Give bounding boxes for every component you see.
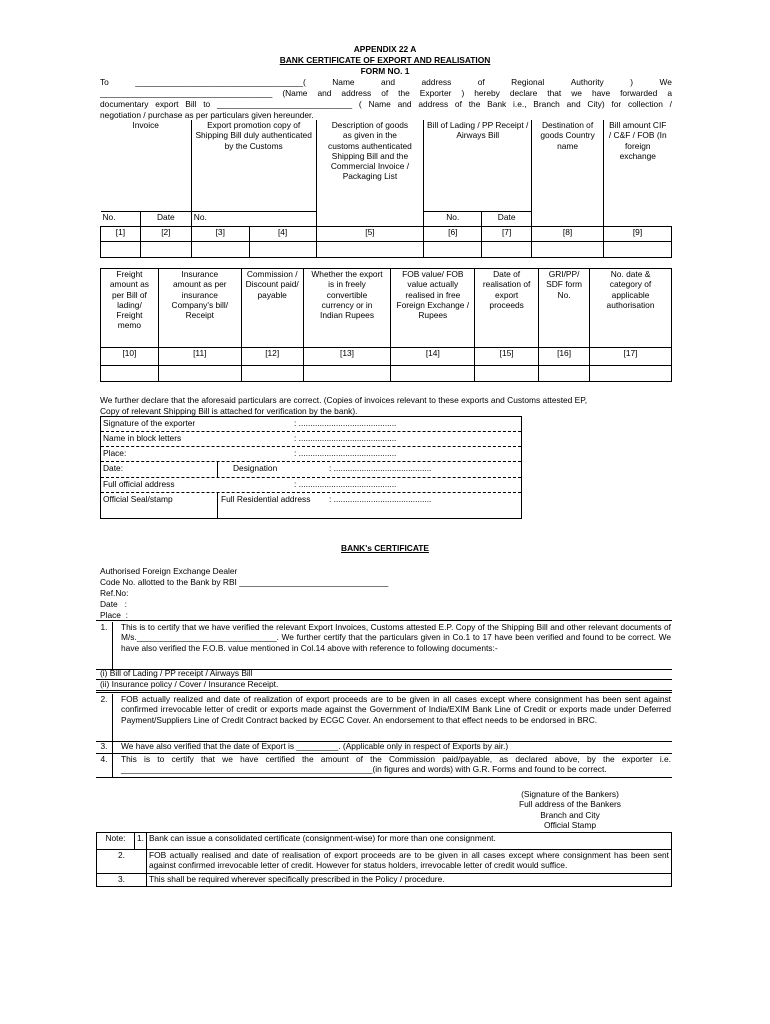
intro-to: To bbox=[100, 77, 109, 87]
appendix-label: APPENDIX 22 A bbox=[353, 44, 417, 54]
item-4-text: This is to certify that we have certified the amount of the Commission paid/payable, as declared above, by the exporter i.e. ______________________________________________________(in figures and words) with G.R. Forms and found to be correct. bbox=[121, 754, 671, 775]
header-insurance: Insurance amount as per insurance Company's bill/ Receipt bbox=[158, 269, 241, 348]
data-cell[interactable] bbox=[482, 241, 532, 257]
form-number: FORM NO. 1 bbox=[360, 66, 410, 76]
data-cell[interactable] bbox=[158, 366, 241, 382]
certificate-item-1 bbox=[96, 620, 672, 670]
intro-word: ) bbox=[630, 77, 633, 87]
item-1-doc-b: (ii) Insurance policy / Cover / Insurance Receipt. bbox=[100, 679, 279, 689]
data-cell[interactable] bbox=[249, 241, 316, 257]
item-1-text: This is to certify that we have verified the relevant Export Invoices, Customs attested E.P. Copy of the Shipping Bill and other relevant documents of M/s.______________________________. We further certify that the particulars given in Co.1 to 17 have been verified and found to be correct. We have also verified the F.O.B. value mentioned in Col.14 above with reference to following documents:- bbox=[121, 622, 671, 653]
realisation-table bbox=[100, 268, 672, 382]
note-1-number: 1. bbox=[134, 833, 146, 850]
banker-stamp-label: Official Stamp bbox=[544, 819, 596, 830]
item-1-doc-b-row bbox=[96, 679, 672, 691]
header-currency: Whether the export is in freely convertible currency or in Indian Rupees bbox=[303, 269, 391, 348]
residential-address-field[interactable]: : .......................................... bbox=[329, 494, 432, 504]
col-num-2: [2] bbox=[140, 226, 191, 241]
intro-word: address bbox=[421, 77, 452, 87]
signature-field[interactable]: : .......................................... bbox=[294, 418, 397, 428]
intro-line-3: documentary export Bill to _____________________________ ( Name and address of the Bank i.e., Branch and City) for collection / bbox=[100, 99, 672, 109]
intro-word: Regional bbox=[511, 77, 545, 87]
item-3-text: We have also verified that the date of Export is _________. (Applicable only in respect of Exports by air.) bbox=[121, 741, 509, 751]
intro-authority-blank: ____________________________________( bbox=[135, 77, 306, 87]
official-address-label: Full official address bbox=[103, 479, 175, 489]
place-field[interactable]: : .......................................... bbox=[294, 448, 397, 458]
bank-certificate-heading: BANK's CERTIFICATE bbox=[341, 543, 429, 553]
data-cell[interactable] bbox=[604, 241, 672, 257]
intro-word: and bbox=[381, 77, 396, 87]
banker-signature-block bbox=[480, 789, 660, 830]
item-1-doc-a: (i) Bill of Lading / PP receipt / Airways Bill bbox=[100, 668, 253, 678]
col-num-13: [13] bbox=[303, 348, 391, 366]
page-title: BANK CERTIFICATE OF EXPORT AND REALISATION bbox=[279, 55, 491, 65]
empty-cell bbox=[532, 211, 604, 226]
name-row bbox=[101, 432, 521, 447]
data-cell[interactable] bbox=[101, 241, 141, 257]
header-gri-form: GRI/PP/ SDF form No. bbox=[539, 269, 590, 348]
designation-field[interactable]: : .......................................... bbox=[329, 463, 432, 473]
header-authorisation: No. date & category of applicable authorisation bbox=[590, 269, 672, 348]
banker-signature-label: (Signature of the Bankers) bbox=[521, 789, 619, 799]
data-cell[interactable] bbox=[590, 366, 672, 382]
header-bill-of-lading: Bill of Lading / PP Receipt / Airways Bill bbox=[424, 120, 532, 211]
data-cell[interactable] bbox=[101, 366, 159, 382]
data-cell[interactable] bbox=[539, 366, 590, 382]
note-label: Note: bbox=[97, 833, 135, 850]
divider bbox=[217, 462, 218, 477]
col-num-17: [17] bbox=[590, 348, 672, 366]
signature-row bbox=[101, 417, 521, 432]
data-cell[interactable] bbox=[475, 366, 539, 382]
data-cell[interactable] bbox=[191, 241, 249, 257]
subheader-invoice-date: Date bbox=[140, 211, 191, 226]
declaration-line-2: Copy of relevant Shipping Bill is attached for verification by the bank). bbox=[100, 406, 358, 416]
intro-word: We bbox=[659, 77, 672, 87]
notes-table bbox=[96, 832, 672, 887]
data-cell[interactable] bbox=[316, 241, 424, 257]
col-num-11: [11] bbox=[158, 348, 241, 366]
note-2-text: FOB actually realised and date of realisation of export proceeds are to be given in all cases except where consignment has been sent against confirmed irrevocable letter of credit. However for status holders, irrevocable letter of credit would suffice. bbox=[146, 850, 671, 874]
col-num-10: [10] bbox=[101, 348, 159, 366]
official-address-row bbox=[101, 478, 521, 493]
note-1-text: Bank can issue a consolidated certificate (consignment-wise) for more than one consignment. bbox=[146, 833, 671, 850]
rbi-code-field[interactable]: Code No. allotted to the Bank by RBI ________________________________ bbox=[100, 577, 389, 587]
signature-label: Signature of the exporter bbox=[103, 418, 196, 428]
intro-line-1 bbox=[100, 77, 672, 87]
intro-word: Authority bbox=[570, 77, 604, 87]
banker-address-label: Full address of the Bankers bbox=[519, 799, 621, 810]
data-cell[interactable] bbox=[391, 366, 475, 382]
place-label: Place: bbox=[103, 448, 127, 458]
bank-date-field[interactable]: Date : bbox=[100, 599, 127, 609]
data-cell[interactable] bbox=[303, 366, 391, 382]
empty-cell bbox=[316, 211, 424, 226]
note-3-text: This shall be required wherever specifically prescribed in the Policy / procedure. bbox=[146, 874, 671, 887]
col-num-12: [12] bbox=[241, 348, 303, 366]
header-fob-value: FOB value/ FOB value actually realised in free Foreign Exchange / Rupees bbox=[391, 269, 475, 348]
item-1-number: 1. bbox=[96, 622, 113, 669]
header-bill-amount: Bill amount CIF / C&F / FOB (In foreign exchange bbox=[604, 120, 672, 211]
header-export-promotion: Export promotion copy of Shipping Bill duly authenticated by the Customs bbox=[191, 120, 316, 211]
col-num-4: [4] bbox=[249, 226, 316, 241]
subheader-shipping-no: No. bbox=[191, 211, 316, 226]
place-row bbox=[101, 447, 521, 462]
header-invoice: Invoice bbox=[101, 120, 192, 211]
item-3-number: 3. bbox=[96, 741, 113, 753]
exporter-signature-block bbox=[100, 416, 522, 519]
data-cell[interactable] bbox=[532, 241, 604, 257]
col-num-16: [16] bbox=[539, 348, 590, 366]
intro-line-2: _____________________________________ (Name and address of the Exporter ) hereby declare that we have forwarded a bbox=[100, 88, 672, 98]
seal-row bbox=[101, 493, 521, 518]
item-4-number: 4. bbox=[96, 754, 113, 777]
col-num-9: [9] bbox=[604, 226, 672, 241]
col-num-14: [14] bbox=[391, 348, 475, 366]
data-cell[interactable] bbox=[424, 241, 482, 257]
note-2-number: 2. bbox=[97, 850, 147, 874]
export-particulars-table bbox=[100, 120, 672, 258]
certificate-item-4 bbox=[96, 753, 672, 778]
empty-cell bbox=[604, 211, 672, 226]
intro-line-4: negotiation / purchase as per particulars given hereunder. bbox=[100, 110, 314, 120]
intro-word: Name bbox=[332, 77, 355, 87]
header-commission: Commission / Discount paid/ payable bbox=[241, 269, 303, 348]
data-cell[interactable] bbox=[241, 366, 303, 382]
col-num-8: [8] bbox=[532, 226, 604, 241]
name-field[interactable]: : .......................................... bbox=[294, 433, 397, 443]
declaration-line-1: We further declare that the aforesaid particulars are correct. (Copies of invoices relevant to these exports and Customs attested EP, bbox=[100, 395, 588, 405]
header-destination: Destination of goods Country name bbox=[532, 120, 604, 211]
col-num-5: [5] bbox=[316, 226, 424, 241]
date-row bbox=[101, 462, 521, 478]
ref-no-field[interactable]: Ref.No: bbox=[100, 588, 129, 598]
bank-place-field[interactable]: Place : bbox=[100, 610, 128, 620]
intro-word: of bbox=[477, 77, 485, 87]
divider bbox=[217, 493, 218, 518]
subheader-lading-no: No. bbox=[424, 211, 482, 226]
data-cell[interactable] bbox=[140, 241, 191, 257]
designation-label: Designation bbox=[233, 463, 278, 473]
item-2-text: FOB actually realized and date of realization of export proceeds are to be given in all cases except where consignment has been sent against confirmed irrevocable letter of credit or exports made against the Government of India/EXIM Bank Line of Credit or exports made under Deferred Payment/Suppliers Line of Credit Contract backed by ECGC Cover. An endorsement to that effect needs to be endorsed in BRC. bbox=[121, 694, 671, 725]
header-description: Description of goods as given in the customs authenticated Shipping Bill and the Commercial Invoice / Packaging List bbox=[316, 120, 424, 211]
header-freight: Freight amount as per Bill of lading/ Freight memo bbox=[101, 269, 159, 348]
date-label: Date: bbox=[103, 463, 124, 473]
subheader-invoice-no: No. bbox=[101, 211, 141, 226]
subheader-lading-date: Date bbox=[482, 211, 532, 226]
dealer-label: Authorised Foreign Exchange Dealer bbox=[100, 566, 238, 576]
residential-address-label: Full Residential address bbox=[221, 494, 311, 504]
banker-branch-label: Branch and City bbox=[540, 809, 600, 820]
col-num-3: [3] bbox=[191, 226, 249, 241]
col-num-1: [1] bbox=[101, 226, 141, 241]
col-num-7: [7] bbox=[482, 226, 532, 241]
col-num-15: [15] bbox=[475, 348, 539, 366]
name-label: Name in block letters bbox=[103, 433, 182, 443]
certificate-item-2 bbox=[96, 692, 672, 742]
col-num-6: [6] bbox=[424, 226, 482, 241]
header-realisation-date: Date of realisation of export proceeds bbox=[475, 269, 539, 348]
seal-label: Official Seal/stamp bbox=[103, 494, 173, 504]
item-2-number: 2. bbox=[96, 694, 113, 741]
note-3-number: 3. bbox=[97, 874, 147, 887]
official-address-field[interactable]: : .......................................... bbox=[294, 479, 397, 489]
